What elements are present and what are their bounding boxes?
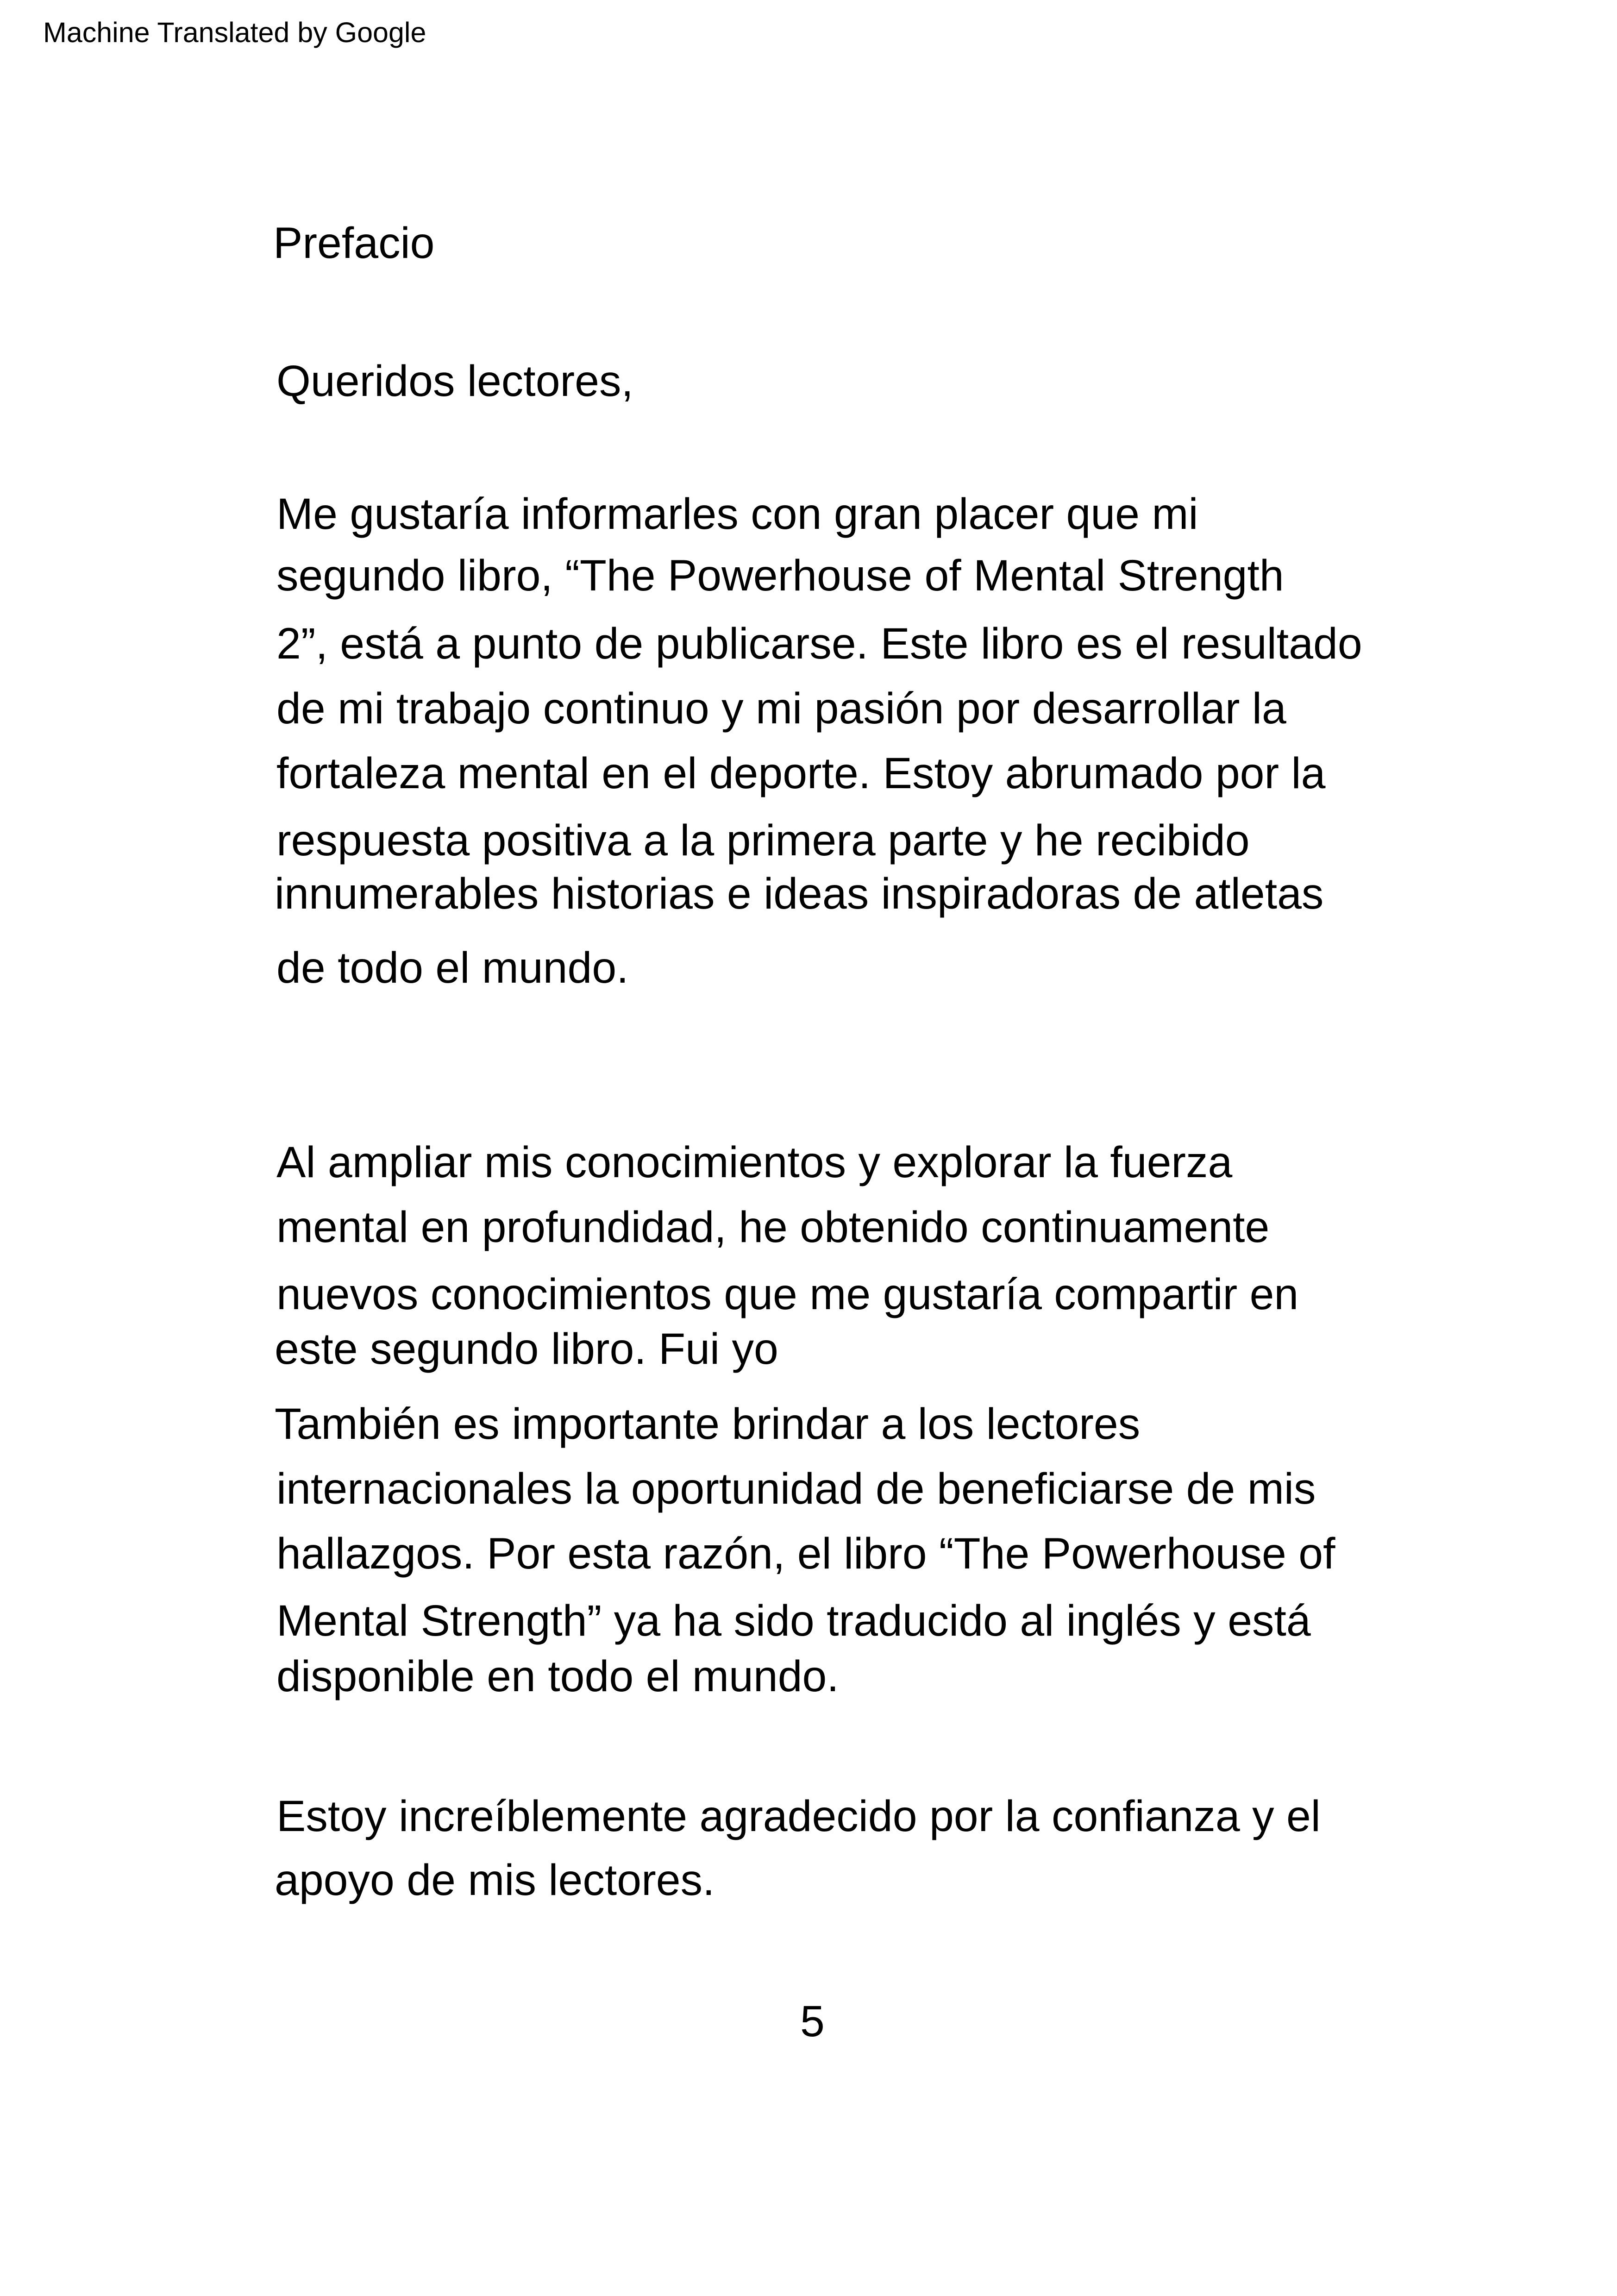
text-line: apoyo de mis lectores. (275, 1856, 715, 1905)
text-line: fortaleza mental en el deporte. Estoy abrumado por la (276, 749, 1326, 798)
text-line: respuesta positiva a la primera parte y he recibido (276, 816, 1250, 865)
page-title: Prefacio (273, 219, 435, 268)
text-line: de todo el mundo. (276, 943, 629, 992)
text-line: nuevos conocimientos que me gustaría compartir en (276, 1270, 1299, 1319)
text-line: disponible en todo el mundo. (276, 1652, 839, 1701)
text-line: 2”, está a punto de publicarse. Este libro es el resultado (276, 619, 1362, 668)
text-line: Me gustaría informarles con gran placer que mi (276, 489, 1198, 539)
text-line: de mi trabajo continuo y mi pasión por desarrollar la (276, 684, 1286, 733)
text-line: internacionales la oportunidad de beneficiarse de mis (276, 1464, 1316, 1513)
text-line: este segundo libro. Fui yo (275, 1324, 778, 1374)
salutation: Queridos lectores, (276, 357, 633, 406)
text-line: hallazgos. Por esta razón, el libro “The Powerhouse of (276, 1529, 1335, 1578)
text-line: También es importante brindar a los lectores (275, 1399, 1141, 1449)
machine-translation-notice: Machine Translated by Google (43, 17, 426, 48)
text-line: Al ampliar mis conocimientos y explorar la fuerza (276, 1138, 1233, 1187)
text-line: mental en profundidad, he obtenido continuamente (276, 1203, 1270, 1252)
text-line: innumerables historias e ideas inspiradoras de atletas (275, 869, 1324, 918)
text-line: Mental Strength” ya ha sido traducido al inglés y está (276, 1596, 1311, 1645)
text-line: segundo libro, “The Powerhouse of Mental Strength (276, 551, 1284, 600)
text-line: Estoy increíblemente agradecido por la confianza y el (276, 1792, 1321, 1841)
page-number: 5 (800, 1997, 825, 2046)
